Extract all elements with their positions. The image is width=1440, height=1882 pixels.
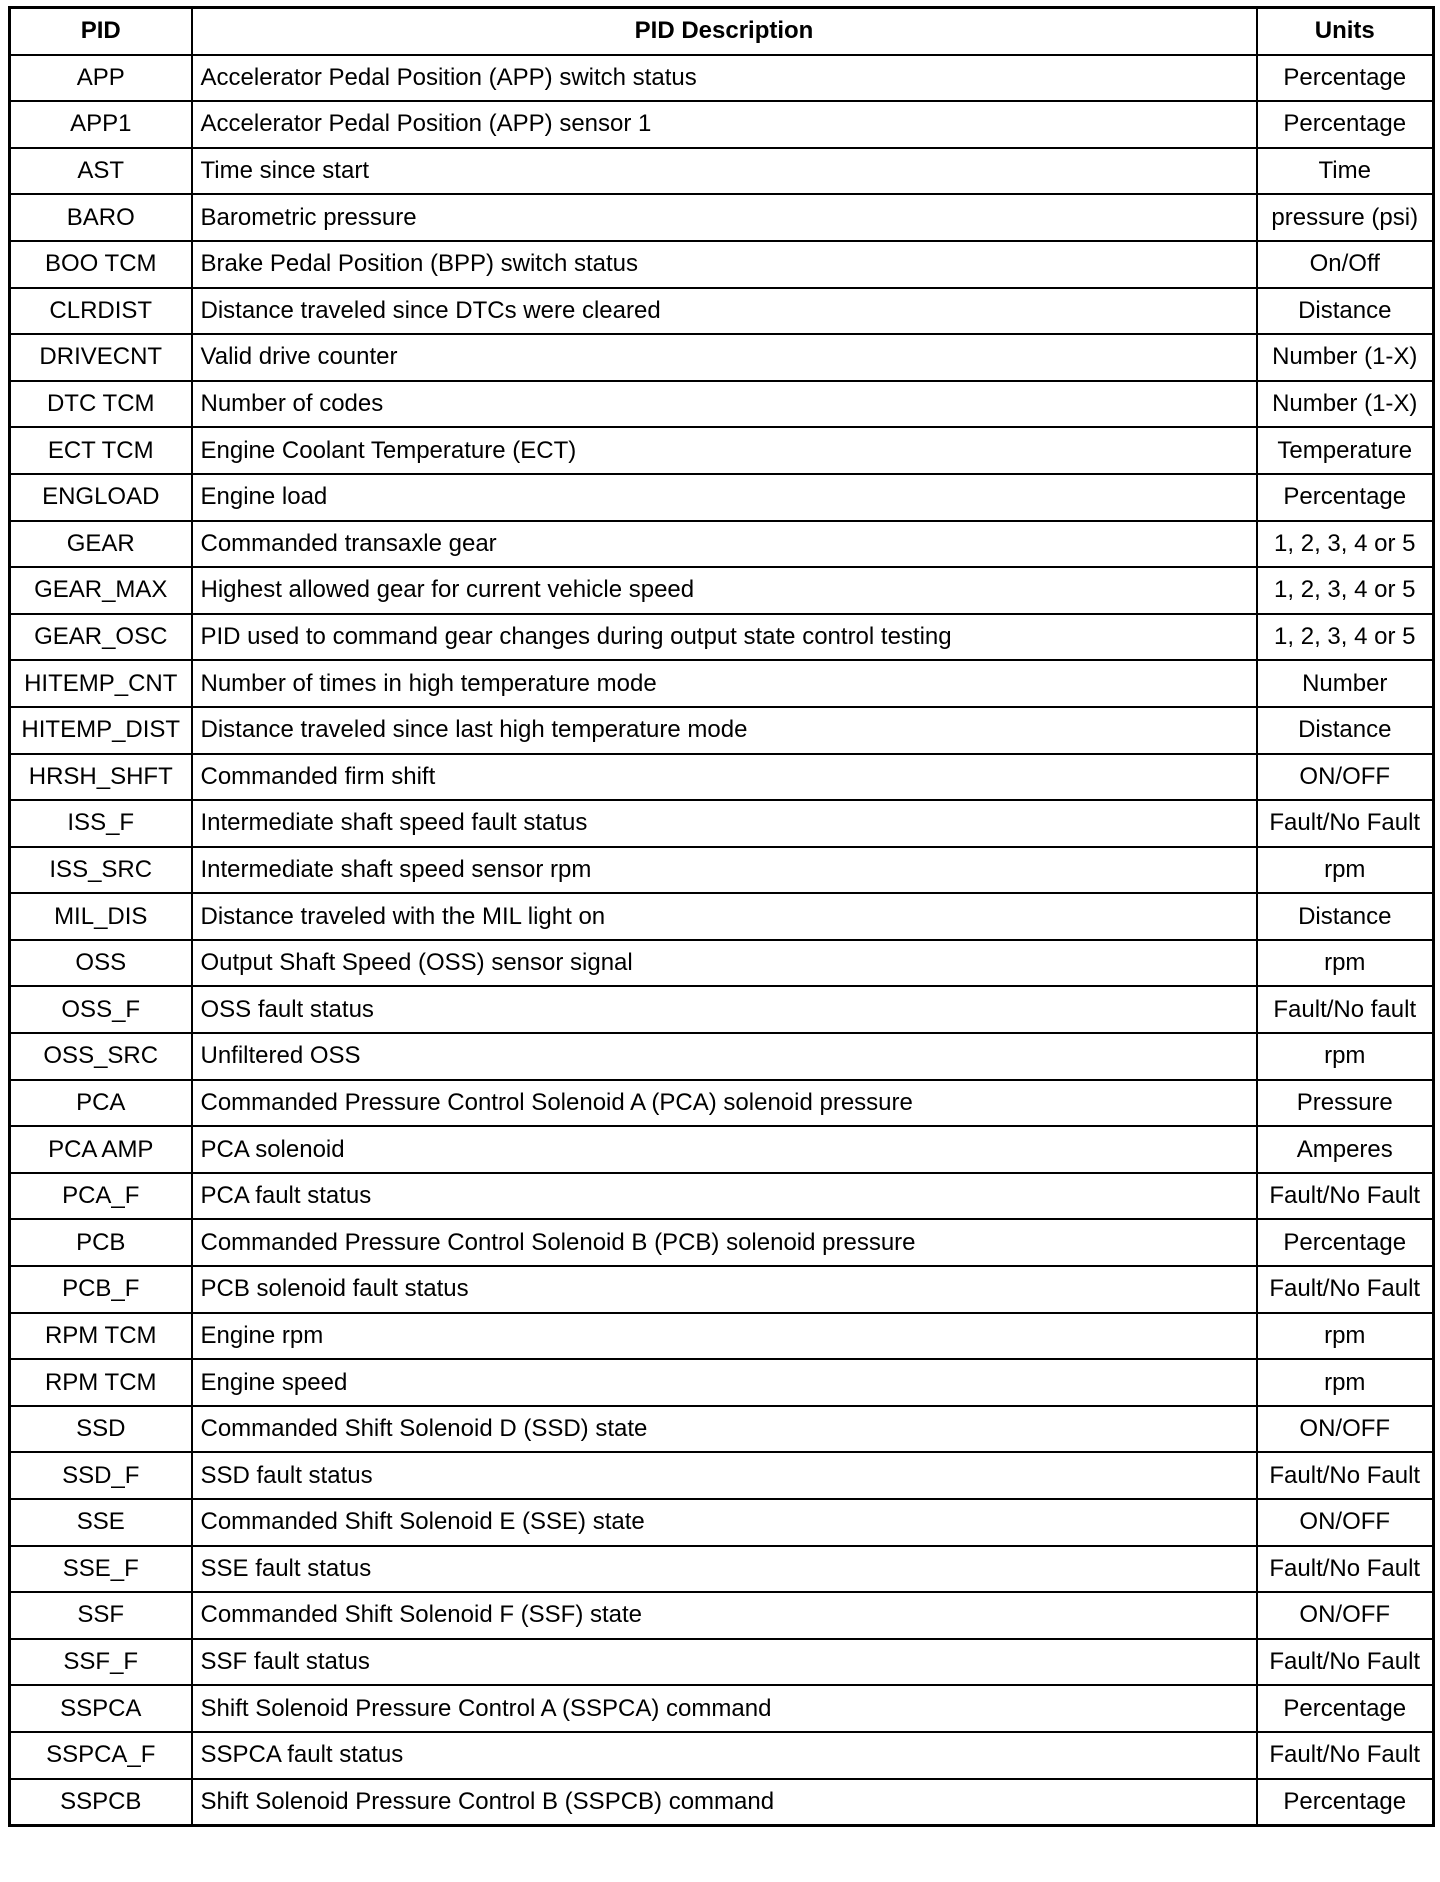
table-row: [10, 1080, 1434, 1127]
table-row: [10, 334, 1434, 381]
cell-pid: BARO: [10, 194, 192, 241]
cell-description: Commanded Shift Solenoid F (SSF) state: [192, 1592, 1257, 1639]
column-header-units: Units: [1257, 8, 1434, 55]
cell-description: Valid drive counter: [192, 334, 1257, 381]
cell-description: SSD fault status: [192, 1452, 1257, 1499]
cell-units: Number (1-X): [1257, 334, 1434, 381]
cell-units: ON/OFF: [1257, 1406, 1434, 1453]
cell-pid: OSS_F: [10, 986, 192, 1033]
cell-description: Commanded transaxle gear: [192, 521, 1257, 568]
table-row: [10, 1732, 1434, 1779]
cell-units: Percentage: [1257, 55, 1434, 102]
table-row: [10, 288, 1434, 335]
cell-units: Distance: [1257, 893, 1434, 940]
cell-units: Pressure: [1257, 1080, 1434, 1127]
table-row: [10, 940, 1434, 987]
cell-units: Fault/No Fault: [1257, 1452, 1434, 1499]
cell-pid: SSPCB: [10, 1779, 192, 1826]
cell-pid: PCA AMP: [10, 1126, 192, 1173]
cell-pid: OSS: [10, 940, 192, 987]
table-row: [10, 893, 1434, 940]
table-row: [10, 754, 1434, 801]
cell-description: Commanded firm shift: [192, 754, 1257, 801]
cell-units: Number: [1257, 660, 1434, 707]
table-body: [10, 55, 1434, 1826]
cell-description: Commanded Shift Solenoid E (SSE) state: [192, 1499, 1257, 1546]
cell-pid: AST: [10, 148, 192, 195]
cell-units: Fault/No Fault: [1257, 1639, 1434, 1686]
cell-description: Engine rpm: [192, 1313, 1257, 1360]
table-row: [10, 707, 1434, 754]
column-header-description: PID Description: [192, 8, 1257, 55]
cell-pid: ECT TCM: [10, 427, 192, 474]
cell-pid: SSE_F: [10, 1546, 192, 1593]
table-row: [10, 148, 1434, 195]
cell-description: Commanded Pressure Control Solenoid A (PCA) solenoid pressure: [192, 1080, 1257, 1127]
cell-pid: PCA: [10, 1080, 192, 1127]
cell-units: Distance: [1257, 707, 1434, 754]
cell-description: PCA fault status: [192, 1173, 1257, 1220]
cell-pid: SSF: [10, 1592, 192, 1639]
cell-units: rpm: [1257, 847, 1434, 894]
cell-pid: DTC TCM: [10, 381, 192, 428]
table-row: [10, 381, 1434, 428]
cell-pid: BOO TCM: [10, 241, 192, 288]
cell-pid: SSD_F: [10, 1452, 192, 1499]
table-row: [10, 1779, 1434, 1826]
cell-units: rpm: [1257, 1313, 1434, 1360]
table-row: [10, 194, 1434, 241]
cell-pid: SSD: [10, 1406, 192, 1453]
cell-pid: CLRDIST: [10, 288, 192, 335]
cell-units: ON/OFF: [1257, 754, 1434, 801]
table-row: [10, 800, 1434, 847]
cell-pid: HRSH_SHFT: [10, 754, 192, 801]
cell-pid: MIL_DIS: [10, 893, 192, 940]
cell-pid: GEAR: [10, 521, 192, 568]
cell-units: 1, 2, 3, 4 or 5: [1257, 521, 1434, 568]
table-row: [10, 101, 1434, 148]
table-row: [10, 847, 1434, 894]
cell-description: Shift Solenoid Pressure Control B (SSPCB) command: [192, 1779, 1257, 1826]
cell-pid: PCA_F: [10, 1173, 192, 1220]
cell-units: Percentage: [1257, 1219, 1434, 1266]
cell-pid: APP1: [10, 101, 192, 148]
cell-units: 1, 2, 3, 4 or 5: [1257, 567, 1434, 614]
cell-description: SSE fault status: [192, 1546, 1257, 1593]
table-row: [10, 1033, 1434, 1080]
table-row: [10, 1592, 1434, 1639]
cell-units: Fault/No Fault: [1257, 800, 1434, 847]
cell-pid: HITEMP_DIST: [10, 707, 192, 754]
cell-description: Distance traveled since DTCs were cleared: [192, 288, 1257, 335]
table-row: [10, 1219, 1434, 1266]
cell-description: Accelerator Pedal Position (APP) sensor 1: [192, 101, 1257, 148]
cell-description: Output Shaft Speed (OSS) sensor signal: [192, 940, 1257, 987]
table-header: [10, 8, 1434, 55]
cell-description: Engine speed: [192, 1359, 1257, 1406]
cell-pid: APP: [10, 55, 192, 102]
cell-description: PID used to command gear changes during output state control testing: [192, 614, 1257, 661]
cell-pid: GEAR_OSC: [10, 614, 192, 661]
cell-description: Distance traveled with the MIL light on: [192, 893, 1257, 940]
cell-pid: SSPCA: [10, 1685, 192, 1732]
pid-table-container: [8, 6, 1432, 1827]
cell-description: SSF fault status: [192, 1639, 1257, 1686]
cell-units: Percentage: [1257, 1779, 1434, 1826]
table-row: [10, 614, 1434, 661]
table-row: [10, 1406, 1434, 1453]
cell-description: Commanded Shift Solenoid D (SSD) state: [192, 1406, 1257, 1453]
cell-units: Percentage: [1257, 474, 1434, 521]
cell-pid: ISS_SRC: [10, 847, 192, 894]
table-row: [10, 1126, 1434, 1173]
table-row: [10, 474, 1434, 521]
cell-pid: SSPCA_F: [10, 1732, 192, 1779]
cell-description: Highest allowed gear for current vehicle speed: [192, 567, 1257, 614]
cell-pid: RPM TCM: [10, 1313, 192, 1360]
cell-units: Fault/No Fault: [1257, 1266, 1434, 1313]
cell-units: Amperes: [1257, 1126, 1434, 1173]
table-row: [10, 427, 1434, 474]
cell-units: Fault/No Fault: [1257, 1732, 1434, 1779]
cell-description: Intermediate shaft speed fault status: [192, 800, 1257, 847]
table-row: [10, 1173, 1434, 1220]
table-row: [10, 1359, 1434, 1406]
table-row: [10, 567, 1434, 614]
cell-units: Distance: [1257, 288, 1434, 335]
cell-pid: PCB: [10, 1219, 192, 1266]
cell-pid: SSF_F: [10, 1639, 192, 1686]
table-row: [10, 521, 1434, 568]
table-row: [10, 241, 1434, 288]
cell-description: Shift Solenoid Pressure Control A (SSPCA) command: [192, 1685, 1257, 1732]
cell-units: ON/OFF: [1257, 1592, 1434, 1639]
pid-table: [8, 6, 1435, 1827]
cell-units: Percentage: [1257, 1685, 1434, 1732]
cell-description: Number of times in high temperature mode: [192, 660, 1257, 707]
cell-units: Fault/No Fault: [1257, 1546, 1434, 1593]
cell-pid: SSE: [10, 1499, 192, 1546]
cell-description: Accelerator Pedal Position (APP) switch status: [192, 55, 1257, 102]
cell-units: Time: [1257, 148, 1434, 195]
cell-description: Engine load: [192, 474, 1257, 521]
table-row: [10, 1452, 1434, 1499]
cell-description: SSPCA fault status: [192, 1732, 1257, 1779]
cell-description: PCA solenoid: [192, 1126, 1257, 1173]
cell-description: PCB solenoid fault status: [192, 1266, 1257, 1313]
cell-description: OSS fault status: [192, 986, 1257, 1033]
cell-units: Temperature: [1257, 427, 1434, 474]
cell-units: Fault/No fault: [1257, 986, 1434, 1033]
cell-description: Intermediate shaft speed sensor rpm: [192, 847, 1257, 894]
cell-pid: ISS_F: [10, 800, 192, 847]
cell-description: Commanded Pressure Control Solenoid B (PCB) solenoid pressure: [192, 1219, 1257, 1266]
table-row: [10, 1546, 1434, 1593]
cell-units: On/Off: [1257, 241, 1434, 288]
column-header-pid: PID: [10, 8, 192, 55]
cell-units: Fault/No Fault: [1257, 1173, 1434, 1220]
cell-description: Number of codes: [192, 381, 1257, 428]
cell-description: Unfiltered OSS: [192, 1033, 1257, 1080]
table-row: [10, 1313, 1434, 1360]
cell-pid: RPM TCM: [10, 1359, 192, 1406]
cell-description: Brake Pedal Position (BPP) switch status: [192, 241, 1257, 288]
cell-description: Time since start: [192, 148, 1257, 195]
cell-description: Barometric pressure: [192, 194, 1257, 241]
cell-units: rpm: [1257, 1033, 1434, 1080]
cell-pid: GEAR_MAX: [10, 567, 192, 614]
cell-description: Distance traveled since last high temperature mode: [192, 707, 1257, 754]
table-row: [10, 1266, 1434, 1313]
table-row: [10, 660, 1434, 707]
table-row: [10, 1639, 1434, 1686]
cell-pid: ENGLOAD: [10, 474, 192, 521]
cell-pid: PCB_F: [10, 1266, 192, 1313]
table-row: [10, 986, 1434, 1033]
cell-units: 1, 2, 3, 4 or 5: [1257, 614, 1434, 661]
table-row: [10, 1499, 1434, 1546]
cell-pid: HITEMP_CNT: [10, 660, 192, 707]
cell-units: Number (1-X): [1257, 381, 1434, 428]
cell-units: Percentage: [1257, 101, 1434, 148]
header-row: [10, 8, 1434, 55]
table-row: [10, 55, 1434, 102]
cell-units: rpm: [1257, 1359, 1434, 1406]
cell-units: ON/OFF: [1257, 1499, 1434, 1546]
cell-units: rpm: [1257, 940, 1434, 987]
table-row: [10, 1685, 1434, 1732]
cell-pid: DRIVECNT: [10, 334, 192, 381]
cell-units: pressure (psi): [1257, 194, 1434, 241]
cell-pid: OSS_SRC: [10, 1033, 192, 1080]
cell-description: Engine Coolant Temperature (ECT): [192, 427, 1257, 474]
